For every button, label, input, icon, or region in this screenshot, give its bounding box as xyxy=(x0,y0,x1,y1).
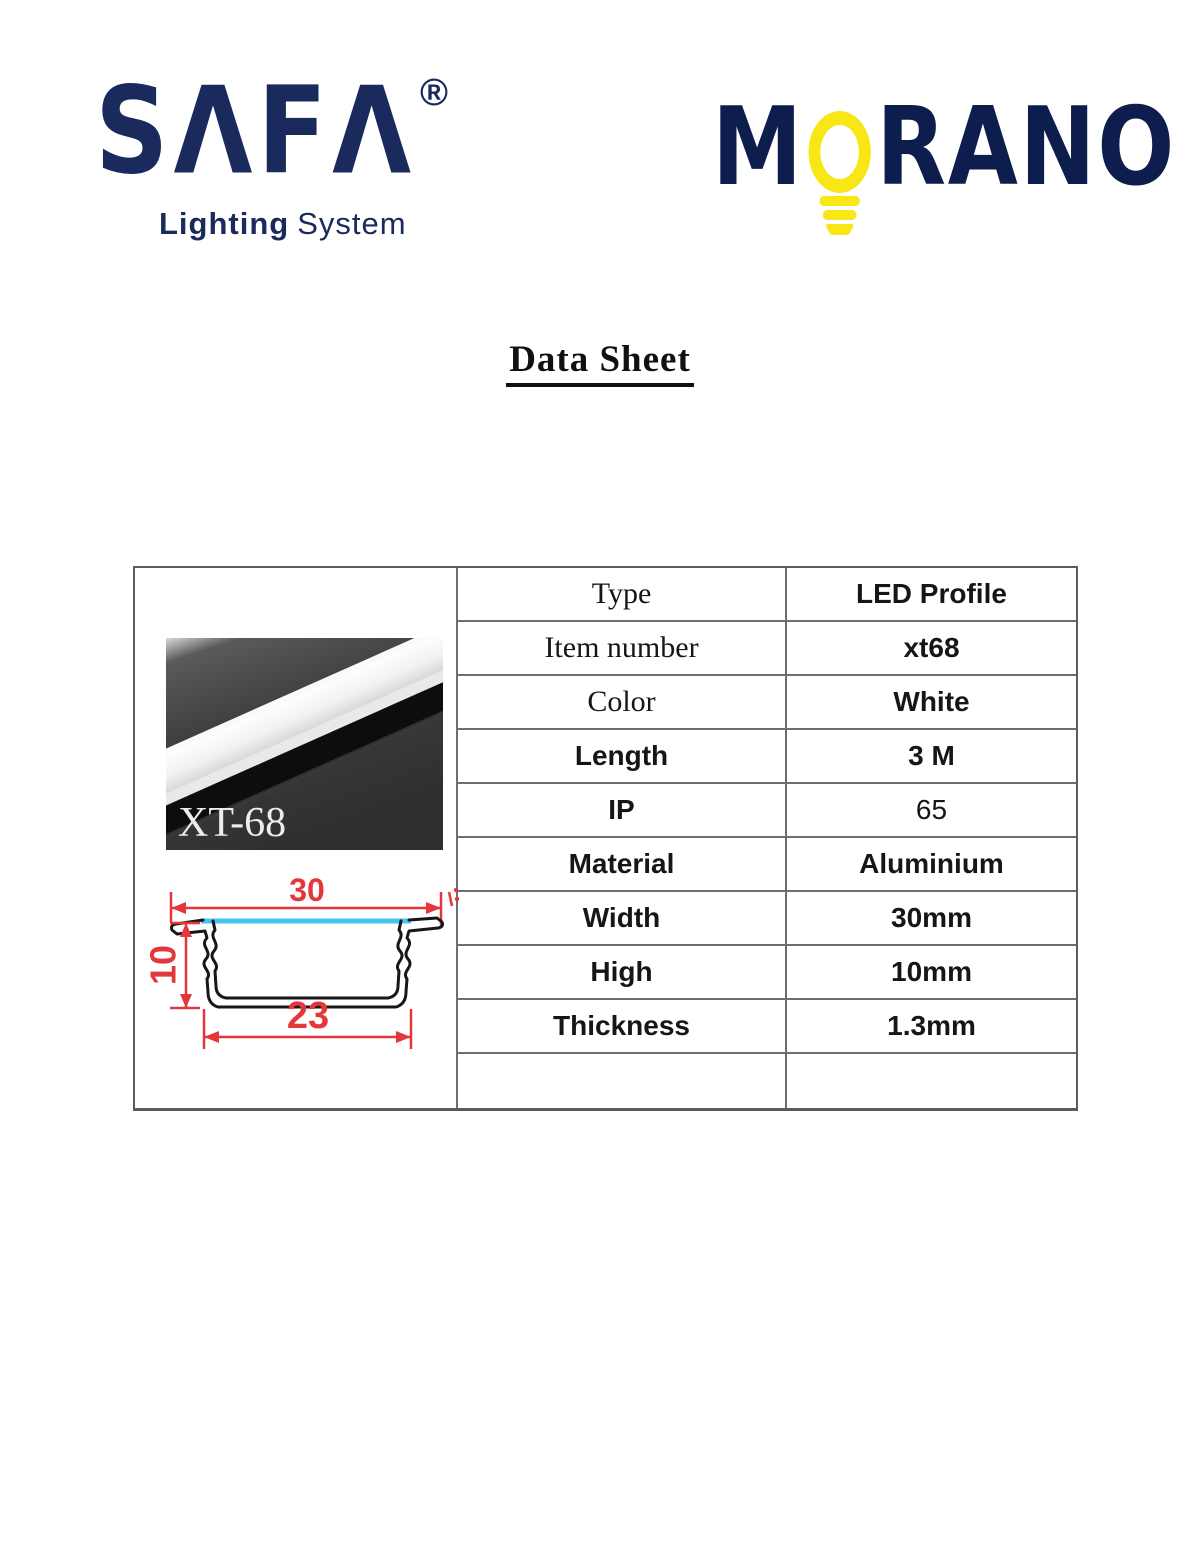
row-label-length: Length xyxy=(458,730,787,784)
width-dimension-label: 30 xyxy=(289,872,325,908)
safa-tagline-system: System xyxy=(297,206,407,241)
row-label-ip: IP xyxy=(458,784,787,838)
page-title: Data Sheet xyxy=(506,338,694,387)
row-value-color: White xyxy=(787,676,1076,730)
row-label-item-number: Item number xyxy=(458,622,787,676)
row-value-high: 10mm xyxy=(787,946,1076,1000)
product-cell xyxy=(135,568,458,1108)
product-photo xyxy=(166,638,443,850)
safa-logo xyxy=(95,61,449,242)
row-value-empty xyxy=(787,1054,1076,1108)
morano-prefix: M xyxy=(712,85,804,210)
row-value-length: 3 M xyxy=(787,730,1076,784)
row-label-material: Material xyxy=(458,838,787,892)
registered-trademark-icon: ® xyxy=(420,72,449,114)
morano-logo xyxy=(712,85,1177,236)
product-model-label: XT-68 xyxy=(178,800,287,846)
morano-suffix: RANO xyxy=(876,85,1177,210)
row-label-type: Type xyxy=(458,568,787,622)
safa-wordmark: SΛFΛ xyxy=(95,61,417,202)
row-label-color: Color xyxy=(458,676,787,730)
row-value-material: Aluminium xyxy=(787,838,1076,892)
safa-tagline xyxy=(159,206,448,242)
row-value-width: 30mm xyxy=(787,892,1076,946)
row-value-thickness: 1.3mm xyxy=(787,1000,1076,1054)
row-label-empty xyxy=(458,1054,787,1108)
row-label-high: High xyxy=(458,946,787,1000)
row-value-item-number: xt68 xyxy=(787,622,1076,676)
row-value-type: LED Profile xyxy=(787,568,1076,622)
height-dimension-label: 10 xyxy=(142,944,184,986)
spec-table xyxy=(133,566,1078,1111)
safa-tagline-lighting: Lighting xyxy=(159,206,290,241)
profile-cross-section xyxy=(172,918,443,1007)
row-label-width: Width xyxy=(458,892,787,946)
row-label-thickness: Thickness xyxy=(458,1000,787,1054)
row-value-ip: 65 xyxy=(787,784,1076,838)
inner-width-dimension-label: 23 xyxy=(286,995,330,1037)
profile-drawing xyxy=(136,868,462,1068)
lightbulb-icon xyxy=(806,110,875,236)
